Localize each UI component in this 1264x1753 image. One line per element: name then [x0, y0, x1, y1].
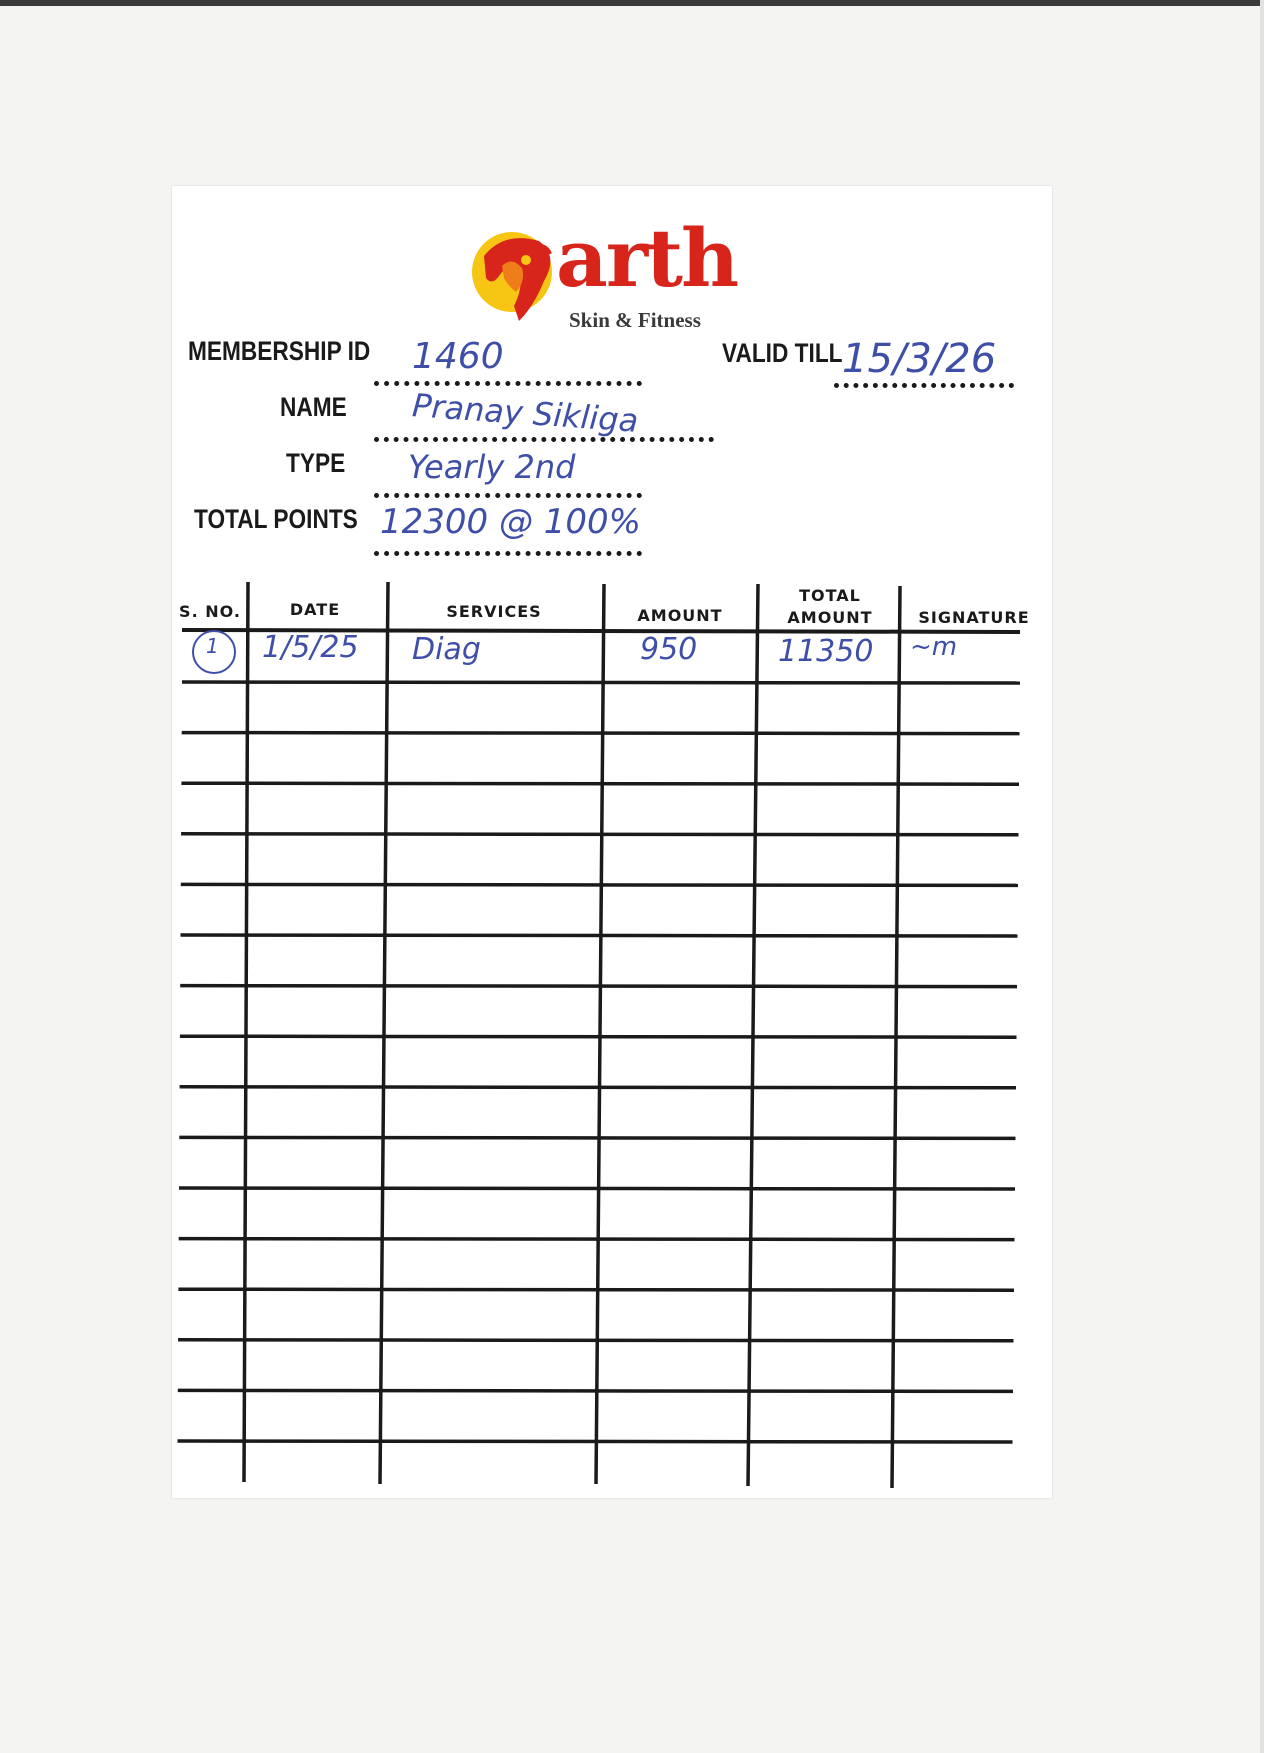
- col-header-date: DATE: [289, 600, 341, 619]
- name-value: Pranay Sikliga: [410, 386, 640, 440]
- row-line-8: [180, 1036, 1017, 1037]
- total-points-value: 12300 @ 100%: [380, 502, 641, 542]
- row-line-11: [179, 1188, 1015, 1189]
- row-line-7: [180, 986, 1017, 987]
- row-1-total-amount: 11350: [778, 634, 874, 669]
- row-line-4: [181, 834, 1018, 835]
- row-line-12: [179, 1239, 1015, 1240]
- valid-till-value: 15/3/26: [842, 336, 997, 382]
- row-line-14: [178, 1340, 1013, 1341]
- name-label: NAME: [280, 392, 347, 422]
- type-value: Yearly 2nd: [408, 448, 576, 486]
- col-header-amount: AMOUNT: [637, 606, 723, 625]
- row-1-sno: 1: [206, 634, 219, 658]
- row-line-15: [178, 1390, 1013, 1391]
- membership-card: [172, 186, 1052, 1498]
- column-divider-1: [244, 582, 248, 1482]
- column-divider-2: [380, 582, 388, 1484]
- table-grid: [172, 186, 1052, 1498]
- row-1-amount: 950: [640, 632, 698, 667]
- row-line-9: [180, 1087, 1016, 1088]
- col-header-services: SERVICES: [446, 602, 542, 621]
- col-header-total-amount-line1: TOTAL: [799, 586, 861, 605]
- row-line-10: [179, 1137, 1015, 1138]
- type-label: TYPE: [286, 448, 346, 478]
- row-line-13: [178, 1289, 1014, 1290]
- row-line-3: [181, 783, 1019, 784]
- row-line-5: [181, 884, 1018, 885]
- row-line-1: [182, 682, 1020, 683]
- row-1-date: 1/5/25: [262, 630, 359, 665]
- row-line-6: [181, 935, 1018, 936]
- row-1-signature: ~m: [910, 632, 958, 662]
- col-header-signature: SIGNATURE: [918, 608, 1030, 627]
- brand-tagline: Skin & Fitness: [569, 308, 701, 332]
- row-line-16: [178, 1441, 1013, 1442]
- column-divider-4: [748, 584, 758, 1486]
- scan-edge-right: [1260, 0, 1264, 1753]
- membership-id-label: MEMBERSHIP ID: [188, 336, 371, 366]
- scan-edge-top: [0, 0, 1264, 6]
- membership-id-value: 1460: [412, 336, 504, 377]
- total-points-label: TOTAL POINTS: [194, 504, 358, 534]
- brand-name: arth: [556, 211, 738, 305]
- row-1-services: Diag: [412, 632, 481, 667]
- valid-till-label: VALID TILL: [722, 338, 843, 368]
- row-line-2: [182, 733, 1020, 734]
- col-header-sno: S. NO.: [179, 602, 241, 621]
- column-divider-3: [596, 584, 604, 1484]
- col-header-total-amount-line2: AMOUNT: [787, 608, 873, 627]
